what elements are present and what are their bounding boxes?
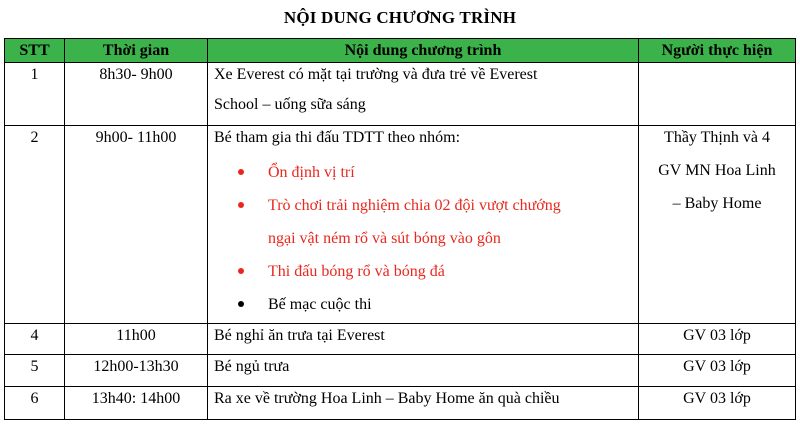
- bullet-icon: [238, 268, 244, 274]
- cell-stt: 5: [5, 355, 65, 387]
- cell-content: Bé nghỉ ăn trưa tại Everest: [208, 324, 639, 355]
- cell-time: 8h30- 9h00: [65, 63, 208, 126]
- cell-time: 9h00- 11h00: [65, 126, 208, 324]
- table-row: [5, 324, 796, 355]
- list-item: Bế mạc cuộc thi: [214, 288, 638, 321]
- activity-list: [214, 156, 638, 321]
- content-line: Xe Everest có mặt tại trường và đưa trẻ về Everest: [214, 66, 538, 83]
- list-item: Trò chơi trải nghiệm chia 02 đội vượt chướng ngại vật ném rổ và sút bóng vào gôn: [214, 189, 638, 255]
- cell-time: 13h40: 14h00: [65, 387, 208, 420]
- cell-content: [208, 63, 639, 126]
- document-title: NỘI DUNG CHƯƠNG TRÌNH: [283, 8, 517, 27]
- table-row: [5, 355, 796, 387]
- cell-person: GV 03 lớp: [639, 387, 796, 420]
- cell-content: Bé ngủ trưa: [208, 355, 639, 387]
- list-item: Thi đấu bóng rổ và bóng đá: [214, 255, 638, 288]
- cell-time: 12h00-13h30: [65, 355, 208, 387]
- cell-stt: 4: [5, 324, 65, 355]
- header-row: [5, 39, 796, 63]
- bullet-icon: [238, 169, 244, 175]
- table-row: [5, 63, 796, 126]
- person-line: GV MN Hoa Linh: [658, 162, 776, 179]
- cell-stt: 2: [5, 126, 65, 324]
- cell-time: 11h00: [65, 324, 208, 355]
- bullet-icon: [238, 301, 244, 307]
- cell-person: [639, 126, 796, 324]
- cell-person: GV 03 lớp: [639, 324, 796, 355]
- bullet-icon: [238, 202, 244, 208]
- table-row: [5, 126, 796, 324]
- header-person: Người thực hiện: [639, 39, 796, 63]
- content-line: Bé tham gia thi đấu TDTT theo nhóm:: [214, 129, 461, 146]
- header-time: Thời gian: [65, 39, 208, 63]
- cell-content: Ra xe về trường Hoa Linh – Baby Home ăn quà chiều: [208, 387, 639, 420]
- schedule-table: [4, 38, 796, 420]
- header-content: Nội dung chương trình: [208, 39, 639, 63]
- cell-person: [639, 63, 796, 126]
- table-row: [5, 387, 796, 420]
- person-line: – Baby Home: [672, 195, 762, 212]
- cell-person: GV 03 lớp: [639, 355, 796, 387]
- list-item: Ổn định vị trí: [214, 156, 638, 189]
- content-line: School – uống sữa sáng: [214, 96, 366, 113]
- person-line: Thầy Thịnh và 4: [664, 129, 770, 146]
- cell-stt: 1: [5, 63, 65, 126]
- header-stt: STT: [5, 39, 65, 63]
- cell-content: [208, 126, 639, 324]
- cell-stt: 6: [5, 387, 65, 420]
